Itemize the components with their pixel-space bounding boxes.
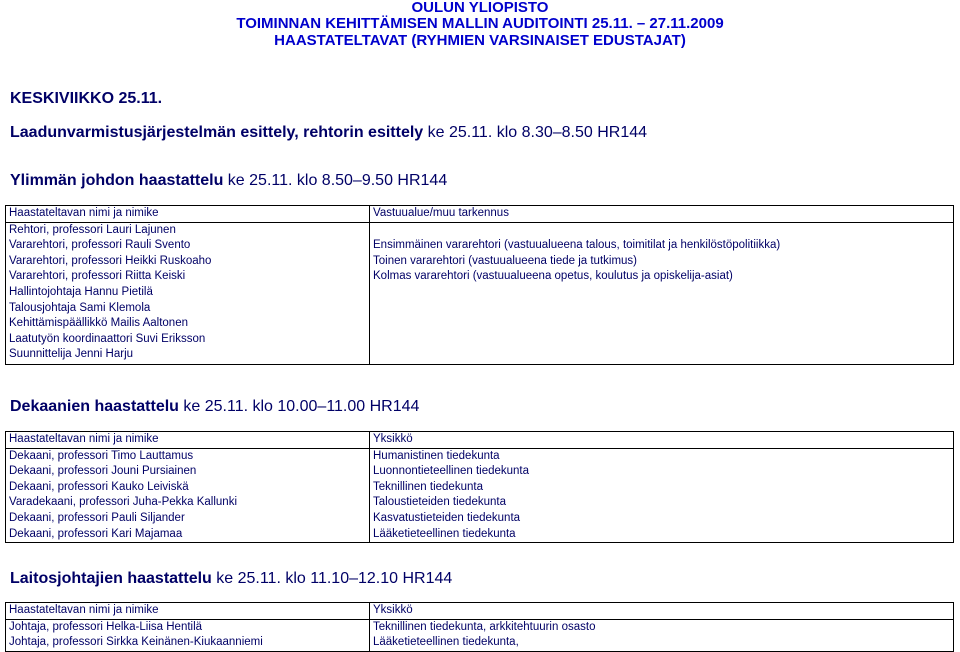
list-item: Ensimmäinen vararehtori (vastuualueena talous, toimitilat ja henkilöstöpolitiikka) (373, 239, 781, 252)
day-title: KESKIVIIKKO 25.11. (10, 90, 163, 107)
list-item: Johtaja, professori Helka-Liisa Hentilä (9, 620, 203, 633)
table-row (6, 222, 954, 364)
list-item: Taloustieteiden tiedekunta (373, 496, 506, 509)
col-header-name: Haastateltavan nimi ja nimike (6, 432, 370, 449)
list-item: Laatutyön koordinaattori Suvi Eriksson (9, 332, 206, 345)
list-item: Teknillinen tiedekunta, arkkitehtuurin osasto (373, 620, 596, 633)
list-item: Vararehtori, professori Heikki Ruskoaho (9, 254, 212, 267)
presentation-title-rest: ke 25.11. klo 8.30–8.50 HR144 (423, 124, 648, 141)
list-item: Dekaani, professori Pauli Siljander (9, 511, 185, 524)
deans-units-cell (370, 448, 954, 543)
department-heads-title-bold: Laitosjohtajien haastattelu (10, 570, 212, 587)
leadership-title (10, 172, 447, 190)
list-item: Varadekaani, professori Juha-Pekka Kallunki (9, 496, 237, 509)
list-item: Dekaani, professori Kauko Leiviskä (9, 480, 189, 493)
leadership-roles-cell (370, 222, 954, 364)
list-item: Suunnittelija Jenni Harju (9, 348, 134, 361)
list-item: Dekaani, professori Jouni Pursiainen (9, 465, 197, 478)
leadership-title-bold: Ylimmän johdon haastattelu (10, 172, 224, 189)
header-university: OULUN YLIOPISTO (411, 0, 549, 16)
table-row (6, 448, 954, 543)
list-item: Talousjohtaja Sami Klemola (9, 301, 151, 314)
list-item: Dekaani, professori Timo Lauttamus (9, 449, 194, 462)
list-item: Humanistinen tiedekunta (373, 449, 500, 462)
col-header-unit: Yksikkö (370, 603, 954, 620)
list-item: Dekaani, professori Kari Majamaa (9, 527, 183, 540)
list-item: Teknillinen tiedekunta (373, 480, 483, 493)
presentation-title (10, 124, 647, 142)
table-header-row (6, 432, 954, 449)
department-heads-title (10, 570, 452, 588)
list-item: Vararehtori, professori Rauli Svento (9, 239, 191, 252)
list-item: Johtaja, professori Sirkka Keinänen-Kiukaanniemi (9, 636, 263, 649)
leadership-names-cell (6, 222, 370, 364)
deans-title-bold: Dekaanien haastattelu (10, 398, 179, 415)
list-item: Lääketieteellinen tiedekunta, (373, 636, 519, 649)
deans-title-rest: ke 25.11. klo 10.00–11.00 HR144 (178, 398, 420, 415)
list-item: Rehtori, professori Lauri Lajunen (9, 223, 176, 236)
deans-table (5, 431, 954, 543)
col-header-name: Haastateltavan nimi ja nimike (6, 603, 370, 620)
leadership-title-rest: ke 25.11. klo 8.50–9.50 HR144 (223, 172, 448, 189)
leadership-table (5, 205, 954, 365)
list-item: Kolmas vararehtori (vastuualueena opetus, koulutus ja opiskelija-asiat) (373, 270, 733, 283)
header-subtitle: HAASTATELTAVAT (RYHMIEN VARSINAISET EDUSTAJAT) (274, 32, 686, 49)
list-item: Vararehtori, professori Riitta Keiski (9, 270, 186, 283)
deans-title (10, 398, 419, 416)
list-item: Hallintojohtaja Hannu Pietilä (9, 285, 153, 298)
list-item: Kehittämispäällikkö Mailis Aaltonen (9, 317, 188, 330)
table-header-row (6, 206, 954, 223)
department-heads-table (5, 602, 954, 652)
col-header-responsibility: Vastuualue/muu tarkennus (370, 206, 954, 223)
table-header-row (6, 603, 954, 620)
list-item: Toinen vararehtori (vastuualueena tiede ja tutkimus) (373, 254, 638, 267)
department-heads-title-rest: ke 25.11. klo 11.10–12.10 HR144 (211, 570, 453, 587)
list-item (373, 223, 950, 239)
header-event: TOIMINNAN KEHITTÄMISEN MALLIN AUDITOINTI 25.11. – 27.11.2009 (236, 15, 724, 32)
department-heads-names-cell (6, 619, 370, 651)
table-row (6, 619, 954, 651)
list-item: Kasvatustieteiden tiedekunta (373, 511, 521, 524)
list-item: Luonnontieteellinen tiedekunta (373, 465, 530, 478)
list-item: Lääketieteellinen tiedekunta (373, 527, 516, 540)
presentation-title-bold: Laadunvarmistusjärjestelmän esittely, rehtorin esittely (10, 124, 424, 141)
col-header-name: Haastateltavan nimi ja nimike (6, 206, 370, 223)
deans-names-cell (6, 448, 370, 543)
department-heads-units-cell (370, 619, 954, 651)
col-header-unit: Yksikkö (370, 432, 954, 449)
